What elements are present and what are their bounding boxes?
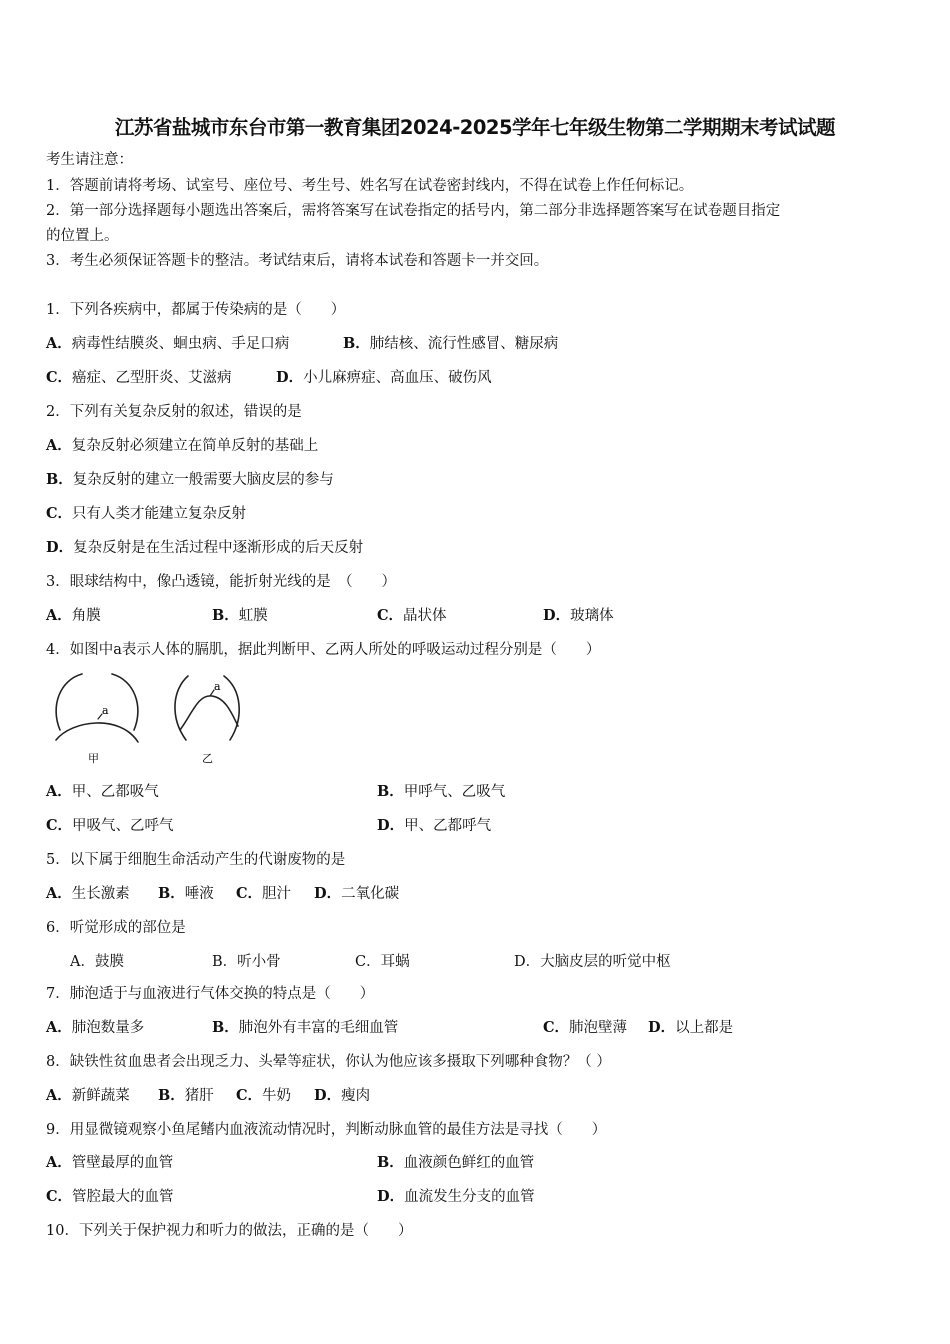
option-d[interactable]	[377, 1187, 535, 1207]
option-b[interactable]	[212, 952, 281, 972]
option-text: 管腔最大的血管	[72, 1189, 174, 1205]
option-d[interactable]	[314, 884, 399, 904]
option-letter: C．	[46, 369, 73, 386]
option-letter: C．	[46, 1188, 73, 1205]
option-text: 耳蜗	[380, 954, 410, 970]
option-text: 二氧化碳	[341, 886, 400, 902]
option-letter: D．	[46, 539, 74, 556]
question-stem: 10．下列关于保护视力和听力的做法，正确的是（ ）	[46, 1223, 413, 1239]
option-text: 肺泡数量多	[71, 1020, 145, 1036]
option-letter: B．	[377, 1154, 404, 1171]
option-d[interactable]	[46, 538, 363, 558]
option-text: 甲、乙都呼气	[404, 818, 492, 834]
option-a[interactable]	[46, 436, 318, 456]
option-b[interactable]	[343, 334, 558, 354]
chest-wall-right-yi	[224, 676, 239, 740]
option-letter: D．	[377, 1188, 405, 1205]
option-text: 血液颜色鲜红的血管	[403, 1155, 535, 1171]
option-text: 甲、乙都吸气	[71, 784, 159, 800]
option-letter: C．	[377, 607, 404, 624]
option-a[interactable]	[46, 334, 289, 354]
option-c[interactable]	[46, 816, 174, 836]
option-text: 晶状体	[403, 608, 447, 624]
option-b[interactable]	[377, 1153, 534, 1173]
option-a[interactable]	[46, 782, 159, 802]
option-text: 生长激素	[71, 886, 130, 902]
option-d[interactable]	[377, 816, 491, 836]
option-c[interactable]	[46, 504, 246, 524]
option-text: 病毒性结膜炎、蛔虫病、手足口病	[71, 336, 290, 352]
option-letter: A．	[46, 783, 72, 800]
chest-wall-right-jia	[112, 674, 138, 730]
option-c[interactable]	[543, 1018, 627, 1038]
option-text: 甲呼气、乙吸气	[403, 784, 506, 800]
option-letter: C．	[46, 817, 73, 834]
option-text: 管壁最厚的血管	[71, 1155, 174, 1171]
option-a[interactable]	[46, 1153, 173, 1173]
option-b[interactable]	[377, 782, 505, 802]
option-text: 肺泡壁薄	[569, 1020, 628, 1036]
option-text: 甲吸气、乙呼气	[72, 818, 174, 834]
notice-item: 3．考生必须保证答题卡的整洁。考试结束后，请将本试卷和答题卡一并交回。	[46, 253, 549, 269]
notice-heading: 考生请注意：	[46, 152, 133, 168]
option-text: 肺结核、流行性感冒、糖尿病	[369, 336, 559, 352]
notice-item: 的位置上。	[46, 228, 119, 244]
option-letter: D．	[314, 885, 342, 902]
option-letter: A．	[46, 437, 72, 454]
option-letter: C．	[46, 505, 73, 522]
option-letter: B．	[212, 607, 239, 624]
option-text: 肺泡外有丰富的毛细血管	[238, 1020, 399, 1036]
option-text: 唾液	[184, 886, 214, 902]
question-stem: 4．如图中a表示人体的膈肌，据此判断甲、乙两人所处的呼吸运动过程分别是（ ）	[46, 642, 601, 658]
option-c[interactable]	[236, 1086, 291, 1106]
question-stem: 9．用显微镜观察小鱼尾鳍内血液流动情况时，判断动脉血管的最佳方法是寻找（ ）	[46, 1122, 607, 1138]
option-b[interactable]	[158, 884, 214, 904]
option-a[interactable]	[46, 606, 101, 626]
option-text: 复杂反射是在生活过程中逐渐形成的后天反射	[73, 540, 364, 556]
option-c[interactable]	[355, 952, 410, 972]
diaphragm-yi	[180, 696, 238, 730]
option-letter: A．	[46, 885, 72, 902]
option-text: 胆汁	[262, 886, 292, 902]
label-jia: 甲	[88, 752, 99, 765]
option-b[interactable]	[46, 470, 334, 490]
question-stem: 2．下列有关复杂反射的叙述，错误的是	[46, 404, 302, 420]
notice-item: 2．第一部分选择题每小题选出答案后，需将答案写在试卷指定的括号内，第二部分非选择题答案写在试卷题目指定	[46, 203, 781, 219]
diaphragm-figure	[48, 668, 248, 768]
option-letter: B．	[212, 1019, 239, 1036]
option-c[interactable]	[236, 884, 291, 904]
option-letter: C．	[355, 954, 381, 970]
option-text: 大脑皮层的听觉中枢	[540, 954, 671, 970]
question-stem: 3．眼球结构中，像凸透镜，能折射光线的是 （ ）	[46, 574, 396, 590]
option-a[interactable]	[46, 1086, 130, 1106]
option-letter: B．	[212, 954, 238, 970]
option-text: 听小骨	[237, 954, 281, 970]
label-yi: 乙	[202, 752, 213, 765]
option-text: 玻璃体	[570, 608, 614, 624]
option-c[interactable]	[46, 1187, 174, 1207]
option-letter: A．	[70, 954, 95, 970]
option-c[interactable]	[46, 368, 232, 388]
option-text: 虹膜	[238, 608, 268, 624]
option-letter: D．	[543, 607, 571, 624]
option-letter: A．	[46, 335, 72, 352]
option-letter: D．	[377, 817, 405, 834]
label-a-jia: a	[102, 704, 109, 717]
option-text: 癌症、乙型肝炎、艾滋病	[72, 370, 232, 386]
option-letter: A．	[46, 1019, 72, 1036]
label-a-yi: a	[214, 680, 221, 693]
notice-item: 1．答题前请将考场、试室号、座位号、考生号、姓名写在试卷密封线内，不得在试卷上作任何标记。	[46, 178, 694, 194]
option-text: 牛奶	[262, 1088, 292, 1104]
option-letter: B．	[377, 783, 404, 800]
option-letter: A．	[46, 1087, 72, 1104]
chest-wall-left-yi	[175, 676, 188, 740]
question-stem: 8．缺铁性贫血患者会出现乏力、头晕等症状，你认为他应该多摄取下列哪种食物？（ ）	[46, 1054, 611, 1070]
option-letter: D．	[648, 1019, 676, 1036]
option-letter: C．	[543, 1019, 570, 1036]
option-letter: B．	[158, 885, 185, 902]
chest-wall-left-jia	[56, 674, 82, 730]
option-text: 复杂反射必须建立在简单反射的基础上	[71, 438, 319, 454]
option-a[interactable]	[46, 884, 130, 904]
option-letter: D．	[514, 954, 541, 970]
option-text: 鼓膜	[94, 954, 124, 970]
option-text: 瘦肉	[341, 1088, 371, 1104]
option-letter: D．	[276, 369, 304, 386]
option-text: 复杂反射的建立一般需要大脑皮层的参与	[72, 472, 334, 488]
option-d[interactable]	[314, 1086, 370, 1106]
option-text: 血流发生分支的血管	[404, 1189, 535, 1205]
option-a[interactable]	[70, 952, 124, 972]
question-stem: 7．肺泡适于与血液进行气体交换的特点是（ ）	[46, 986, 375, 1002]
option-a[interactable]	[46, 1018, 144, 1038]
question-stem: 1．下列各疾病中，都属于传染病的是（ ）	[46, 302, 346, 318]
option-text: 以上都是	[675, 1020, 734, 1036]
option-letter: A．	[46, 607, 72, 624]
question-stem: 5．以下属于细胞生命活动产生的代谢废物的是	[46, 852, 346, 868]
option-c[interactable]	[377, 606, 447, 626]
option-letter: B．	[46, 471, 73, 488]
option-letter: C．	[236, 885, 263, 902]
option-letter: D．	[314, 1087, 342, 1104]
option-letter: A．	[46, 1154, 72, 1171]
option-text: 角膜	[71, 608, 101, 624]
option-d[interactable]	[276, 368, 492, 388]
option-text: 猪肝	[184, 1088, 214, 1104]
option-text: 小儿麻痹症、高血压、破伤风	[303, 370, 492, 386]
option-text: 新鲜蔬菜	[71, 1088, 130, 1104]
option-d[interactable]	[514, 952, 671, 972]
option-d[interactable]	[543, 606, 614, 626]
option-letter: C．	[236, 1087, 263, 1104]
option-d[interactable]	[648, 1018, 733, 1038]
option-letter: B．	[158, 1087, 185, 1104]
option-b[interactable]	[158, 1086, 214, 1106]
diaphragm-jia	[56, 723, 138, 742]
exam-title: 江苏省盐城市东台市第一教育集团2024-2025学年七年级生物第二学期期末考试试题	[114, 116, 836, 139]
option-text: 只有人类才能建立复杂反射	[72, 506, 247, 522]
option-b[interactable]	[212, 606, 268, 626]
question-stem: 6．听觉形成的部位是	[46, 920, 186, 936]
option-b[interactable]	[212, 1018, 398, 1038]
option-letter: B．	[343, 335, 370, 352]
